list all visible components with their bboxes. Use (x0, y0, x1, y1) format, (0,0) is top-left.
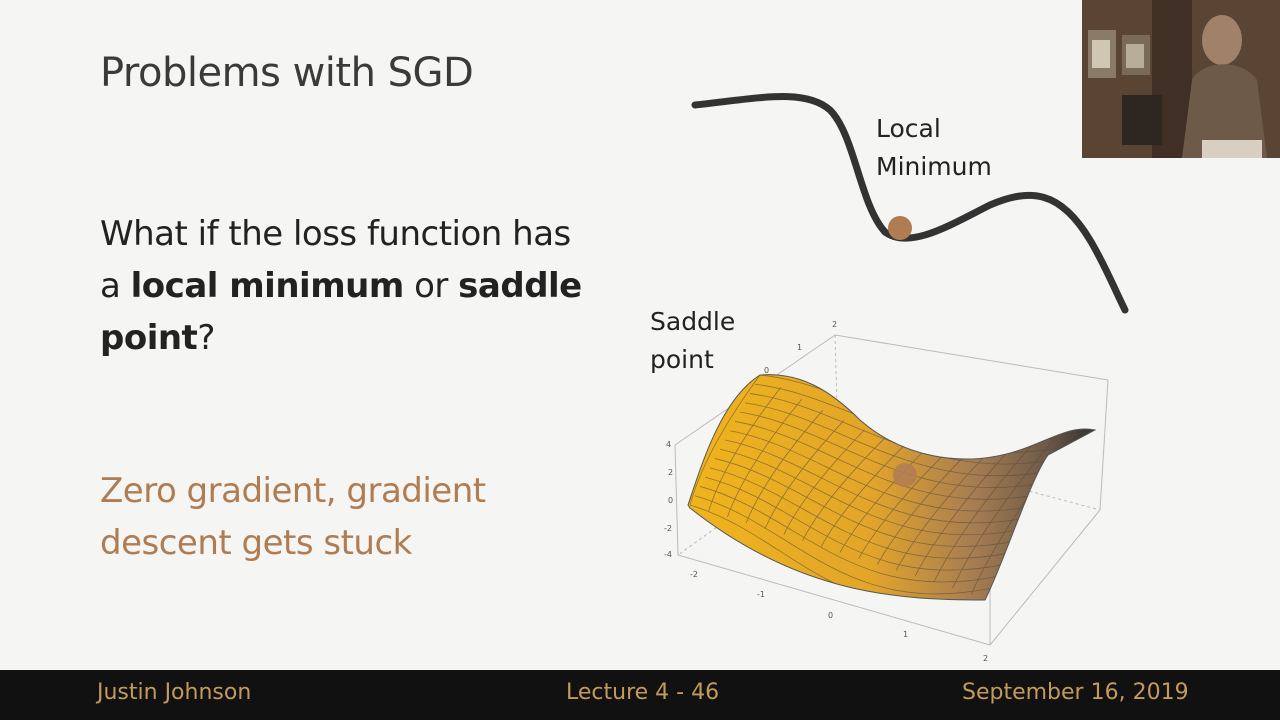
footer-author: Justin Johnson (97, 680, 252, 705)
tick-label: -2 (664, 524, 672, 533)
webcam-video (1082, 0, 1280, 158)
tick-label: 0 (828, 611, 834, 620)
tick-label: 0 (668, 496, 674, 505)
question-part: or (403, 266, 459, 306)
question-part: ? (197, 318, 215, 358)
tick-label: 1 (797, 343, 803, 352)
tick-label: 2 (832, 320, 838, 329)
footer-lecture: Lecture 4 - 46 (566, 680, 720, 705)
tick-label: 4 (666, 440, 672, 449)
saddle-point-label: Saddle point (650, 307, 736, 374)
local-minimum-label: Local Minimum (876, 114, 992, 181)
webcam-scene (1082, 0, 1280, 158)
answer-text: Zero gradient, gradient descent gets stuck (100, 471, 486, 563)
local-minimum-ball (888, 216, 912, 240)
tick-label: 1 (903, 630, 909, 639)
term-saddle-point: saddle point (100, 266, 582, 358)
saddle-surface (688, 375, 1095, 600)
term-local-minimum: local minimum (130, 266, 404, 306)
footer-date: September 16, 2019 (962, 680, 1189, 705)
tick-label: 2 (983, 654, 989, 663)
tick-label: -1 (757, 590, 765, 599)
question-part: What if the loss function has a (100, 214, 571, 306)
saddle-point-ball (893, 463, 917, 487)
tick-label: -2 (690, 570, 698, 579)
tick-label: 0 (764, 366, 770, 375)
tick-label: 2 (668, 468, 674, 477)
tick-label: -4 (664, 550, 672, 559)
slide-title: Problems with SGD (100, 50, 474, 96)
